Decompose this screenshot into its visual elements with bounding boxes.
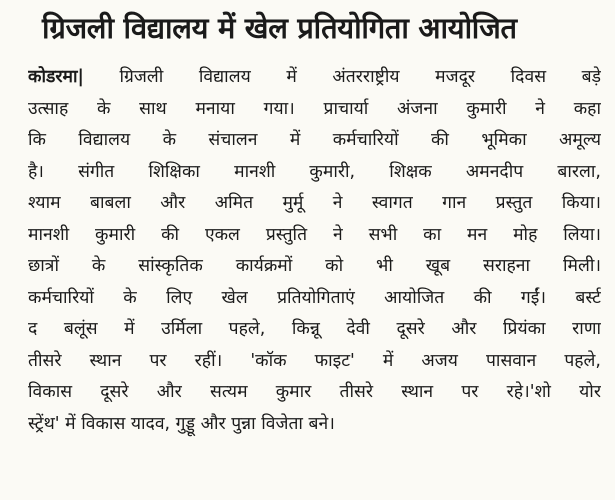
dateline: कोडरमा|: [28, 67, 84, 87]
article-line: कि विद्यालय के संचालन में कर्मचारियों की भूमिका अमूल्य: [28, 130, 601, 150]
article-line: छात्रों के सांस्कृतिक कार्यक्रमों को भी खूब सराहना मिली।: [28, 256, 601, 276]
article-line: श्याम बाबला और अमित मुर्मू ने स्वागत गान प्रस्तुत किया।: [28, 193, 601, 213]
article-line: है। संगीत शिक्षिका मानशी कुमारी, शिक्षक अमनदीप बारला,: [28, 161, 601, 182]
article-line: उत्साह के साथ मनाया गया। प्राचार्या अंजना कुमारी ने कहा: [28, 98, 601, 119]
headline: ग्रिजली विद्यालय में खेल प्रतियोगिता आयोजित: [42, 11, 517, 45]
article-line: कर्मचारियों के लिए खेल प्रतियोगिताएं आयोजित की गईं। बर्स्ट: [28, 287, 601, 308]
article-line: [28, 62, 601, 94]
article-line: विकास दूसरे और सत्यम कुमार तीसरे स्थान पर रहे।'शो योर: [28, 382, 601, 402]
article-line-text: ग्रिजली विद्यालय में अंतरराष्ट्रीय मजदूर दिवस बड़े: [83, 67, 601, 87]
article-body: [28, 62, 601, 440]
article-line: द बलूंस में उर्मिला पहले, किन्नू देवी दूसरे और प्रियंका राणा: [28, 319, 601, 339]
article-line: स्ट्रेंथ' में विकास यादव, गुड्डू और पुन्ना विजेता बने।: [28, 413, 335, 434]
article-line: मानशी कुमारी की एकल प्रस्तुति ने सभी का मन मोह लिया।: [28, 224, 601, 245]
article-line: तीसरे स्थान पर रहीं। 'कॉक फाइट' में अजय पासवान पहले,: [28, 350, 601, 371]
